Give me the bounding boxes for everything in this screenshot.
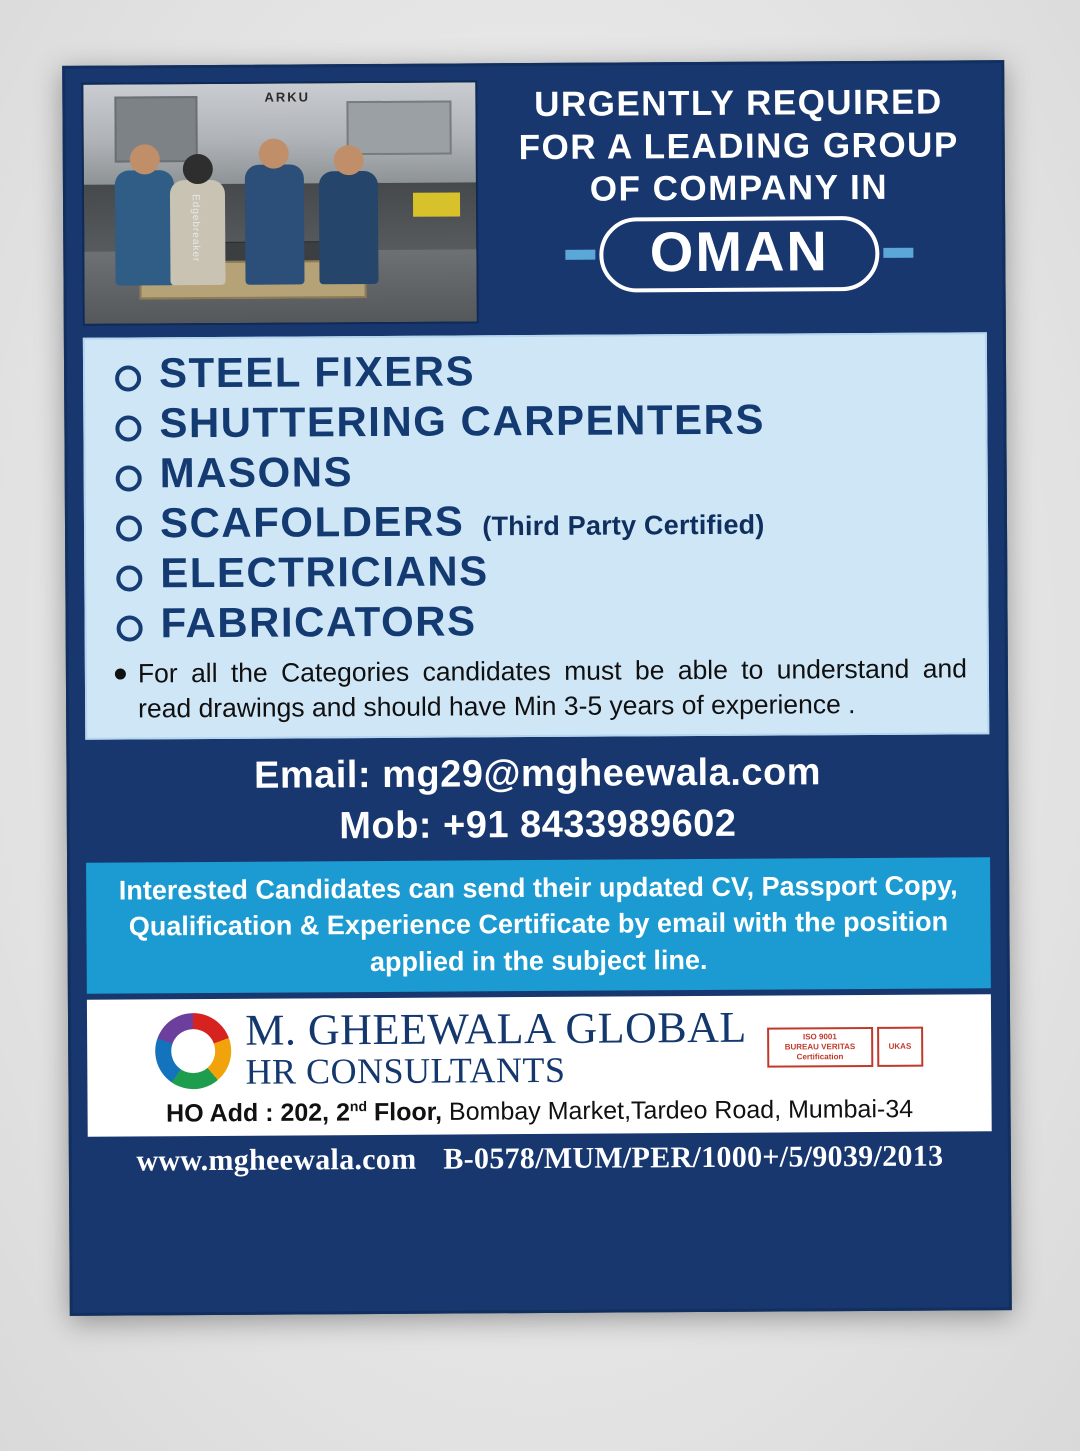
bullet-dot-icon [115,668,126,679]
position-item [102,597,970,646]
bullet-circle-icon [115,365,141,391]
address-ordinal: nd [349,1097,368,1114]
office-address [102,1094,978,1129]
company-name-block [245,1002,747,1093]
headline-line-2: FOR A LEADING GROUP [518,125,959,167]
banner-left-bar [566,250,596,260]
website-link[interactable]: www.mgheewala.com [136,1142,417,1178]
cert-line-1: ISO 9001 [802,1031,837,1042]
position-label: FABRICATORS [160,597,477,647]
position-item [102,547,970,596]
company-name-line-1: M. GHEEWALA GLOBAL [245,1002,747,1055]
company-ring-logo-icon [155,1013,231,1089]
certification-badges [767,1026,923,1067]
headline-line-3: OF COMPANY IN [589,168,889,210]
bullet-circle-icon [116,566,142,592]
cert-line-3: Certification [796,1051,844,1062]
requirement-row [103,651,971,728]
position-item [102,497,970,546]
country-name: OMAN [649,219,830,284]
position-note: (Third Party Certified) [482,509,765,542]
instructions-banner [86,857,991,994]
ukas-badge: UKAS [877,1026,923,1066]
positions-panel [83,332,989,740]
position-label: MASONS [159,448,354,497]
bullet-circle-icon [117,616,143,642]
machine-model-label: Edgebreaker [189,193,202,263]
bullet-circle-icon [115,416,141,442]
banner-right-bar [883,248,913,258]
logo-row [101,1004,977,1093]
position-label: STEEL FIXERS [158,347,476,397]
position-label: ELECTRICIANS [160,547,489,597]
position-label: SHUTTERING CARPENTERS [159,395,766,447]
country-name-box [600,216,880,293]
job-advertisement-poster [62,60,1012,1316]
yellow-equipment-graphic [413,192,460,216]
iso-certification-badge [767,1027,873,1068]
worker-figure [115,170,174,285]
position-item [101,396,969,445]
headline-line-1: URGENTLY REQUIRED [534,82,943,125]
address-prefix: HO Add : 202, 2 [166,1098,351,1128]
mobile-line[interactable]: Mob: +91 8433989602 [339,803,737,848]
workers-photo [81,80,478,325]
worker-head [182,154,212,184]
license-number: B-0578/MUM/PER/1000+/5/9039/2013 [443,1139,944,1176]
worker-head [259,139,289,169]
email-line[interactable]: Email: mg29@mgheewala.com [253,751,822,797]
position-label: SCAFOLDERS [159,497,465,547]
worker-figure [245,165,305,285]
worker-figure [319,171,378,284]
instructions-text: Interested Candidates can send their updated CV, Passport Copy, Qualification & Experience Certificate by email with the position applied in the subject line. [118,870,958,977]
company-footer [87,994,992,1136]
machine-brand-label: ARKU [264,89,311,105]
bottom-bar [88,1131,992,1181]
country-banner [492,215,986,293]
bullet-circle-icon [116,466,142,492]
bullet-circle-icon [116,516,142,542]
position-item [102,447,970,496]
position-item [101,346,969,395]
poster-header [81,77,986,328]
contact-block [85,734,990,862]
headline-block [491,77,986,325]
requirement-note: For all the Categories candidates must be able to understand and read drawings and should have Min 3-5 years of experience . [137,652,967,724]
worker-head [333,145,363,175]
cert-line-2: BUREAU VERITAS [784,1041,856,1052]
address-rest: Bombay Market,Tardeo Road, Mumbai-34 [441,1094,914,1126]
worker-head [129,144,159,174]
company-name-line-2: HR CONSULTANTS [245,1049,566,1092]
address-floor: Floor, [366,1097,443,1126]
